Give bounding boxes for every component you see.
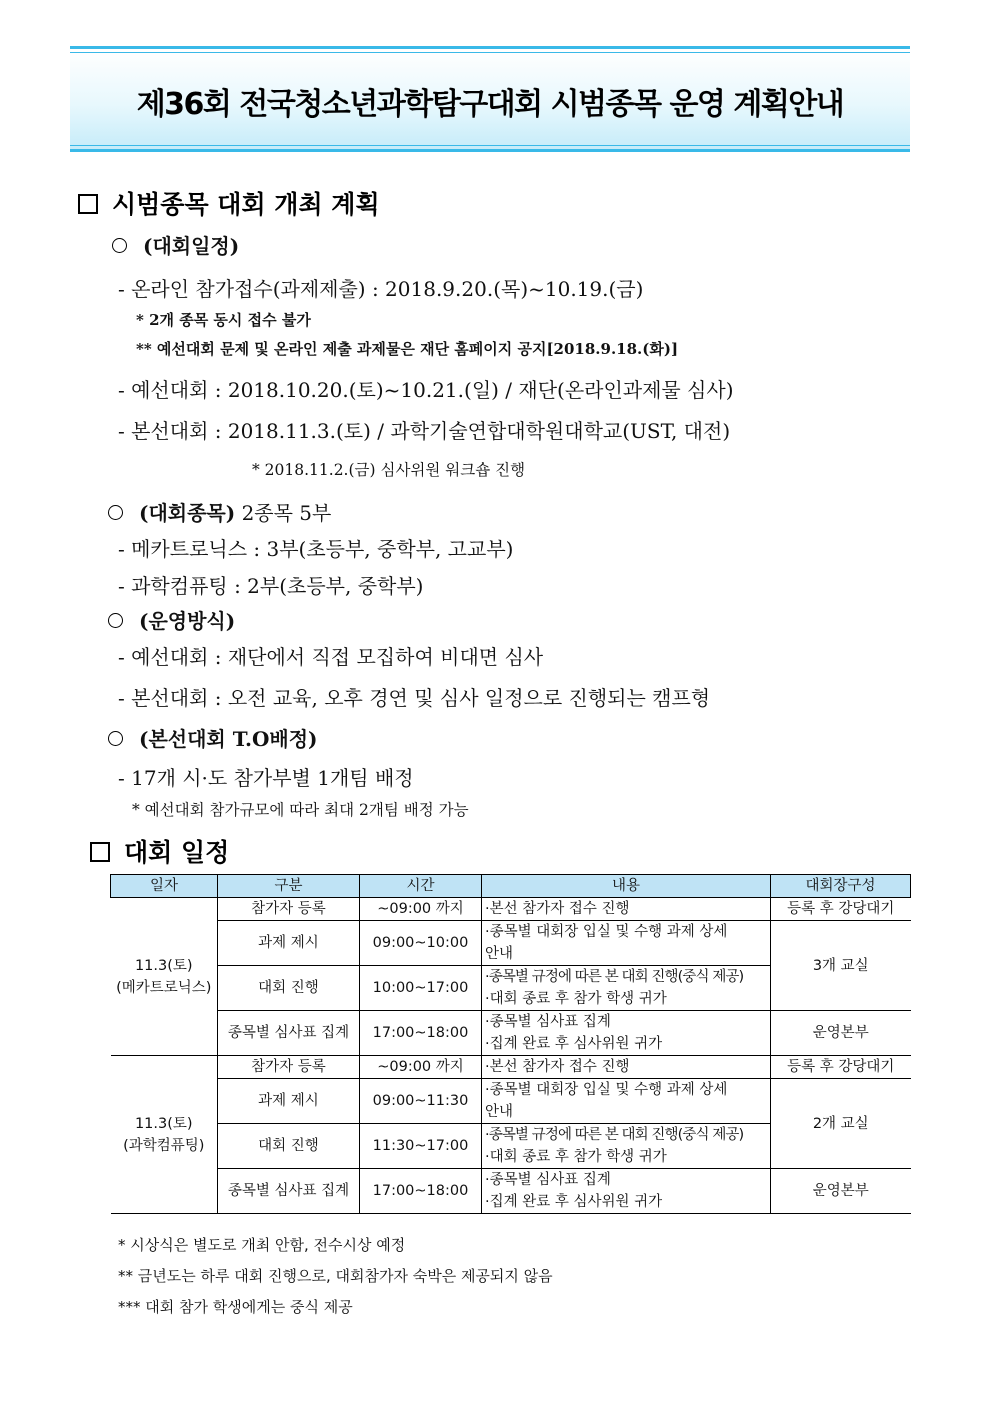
content-cell [482,1056,771,1079]
circle-bullet-icon [112,238,127,253]
time-cell: 09:00~10:00 [360,921,482,966]
note-prelim-notice: ** 예선대회 문제 및 온라인 제출 과제물은 재단 홈페이지 공지[2018.9.18.(화)] [136,340,679,358]
table-row [111,1056,911,1079]
online-entry-line: - 온라인 참가접수(과제제출) : 2018.9.20.(목)~10.19.(금) [118,277,644,301]
footnote-award: * 시상식은 별도로 개최 안함, 전수시상 예정 [118,1236,406,1254]
time-cell: 10:00~17:00 [360,966,482,1011]
checkbox-square-icon [78,194,98,214]
category-cell: 참가자 등록 [218,1056,360,1079]
table-row [111,1079,911,1124]
event-text: (과학컴퓨팅) [123,1137,205,1154]
to-line: - 17개 시·도 참가부별 1개팀 배정 [118,766,414,790]
to-subheading [108,723,318,752]
content-line: ·종목별 규정에 따른 본 대회 진행(중식 제공) [485,969,744,985]
header-venue: 대회장구성 [771,875,911,898]
section-heading-plan [78,185,380,221]
venue-cell: 2개 교실 [771,1079,911,1169]
category-cell: 대회 진행 [218,966,360,1011]
date-text: 11.3(토) [134,957,193,974]
events-summary: 2종목 5부 [241,501,332,525]
title-banner [70,46,910,152]
content-line: ·집계 완료 후 심사위원 귀가 [485,1194,663,1210]
venue-cell: 등록 후 강당대기 [771,898,911,921]
header-date: 일자 [111,875,218,898]
content-cell [482,1011,771,1056]
category-cell: 종목별 심사표 집계 [218,1011,360,1056]
section-heading-schedule [90,833,229,869]
category-cell: 과제 제시 [218,1079,360,1124]
time-cell: 09:00~11:30 [360,1079,482,1124]
table-header-row [111,875,911,898]
category-cell: 참가자 등록 [218,898,360,921]
header-content: 내용 [482,875,771,898]
note-workshop: * 2018.11.2.(금) 심사위원 워크숍 진행 [252,461,526,479]
table-row [111,921,911,966]
content-line: ·집계 완료 후 심사위원 귀가 [485,1036,663,1052]
category-cell: 대회 진행 [218,1124,360,1169]
mechatronics-line: - 메카트로닉스 : 3부(초등부, 중학부, 고교부) [118,537,514,561]
venue-cell: 운영본부 [771,1011,911,1056]
circle-bullet-icon [108,613,123,628]
footnote-lunch: *** 대회 참가 학생에게는 중식 제공 [118,1298,353,1316]
time-cell: ~09:00 까지 [360,1056,482,1079]
date-text: 11.3(토) [134,1115,193,1132]
header-category: 구분 [218,875,360,898]
prelim-line: - 예선대회 : 2018.10.20.(토)~10.21.(일) / 재단(온라인과제물 심사) [118,378,734,402]
section-heading-schedule-text: 대회 일정 [124,838,230,867]
method-prelim-line: - 예선대회 : 재단에서 직접 모집하여 비대면 심사 [118,645,544,669]
method-subheading-text: (운영방식) [139,609,236,633]
content-cell [482,898,771,921]
content-line: ·대회 종료 후 참가 학생 귀가 [485,991,667,1007]
schedule-subheading [112,230,239,259]
content-line: ·본선 참가자 접수 진행 [485,901,630,917]
to-note: * 예선대회 참가규모에 따라 최대 2개팀 배정 가능 [132,801,469,819]
content-line: ·대회 종료 후 참가 학생 귀가 [485,1149,667,1165]
method-subheading [108,605,235,634]
content-cell [482,1124,771,1169]
page-title: 제36회 전국청소년과학탐구대회 시범종목 운영 계획안내 [136,87,844,122]
computing-line: - 과학컴퓨팅 : 2부(초등부, 중학부) [118,574,424,598]
section-heading-plan-text: 시범종목 대회 개최 계획 [112,190,380,219]
event-text: (메카트로닉스) [116,979,212,996]
category-cell: 종목별 심사표 집계 [218,1169,360,1214]
events-subheading-text: (대회종목) [139,501,236,525]
method-final-line: - 본선대회 : 오전 교육, 오후 경연 및 심사 일정으로 진행되는 캠프형 [118,686,711,710]
time-cell: 17:00~18:00 [360,1011,482,1056]
content-cell [482,966,771,1011]
content-line: ·종목별 대회장 입실 및 수행 과제 상세 [485,1082,728,1098]
circle-bullet-icon [108,505,123,520]
venue-cell: 등록 후 강당대기 [771,1056,911,1079]
venue-cell: 3개 교실 [771,921,911,1011]
content-line: ·종목별 심사표 집계 [485,1172,611,1188]
content-line: 안내 [485,1104,514,1120]
venue-cell: 운영본부 [771,1169,911,1214]
content-line: ·종목별 심사표 집계 [485,1014,611,1030]
table-row [111,1169,911,1214]
events-subheading [108,497,331,526]
to-subheading-text: (본선대회 T.O배정) [139,727,318,751]
checkbox-square-icon [90,842,110,862]
circle-bullet-icon [108,731,123,746]
header-time: 시간 [360,875,482,898]
content-line: 안내 [485,946,514,962]
content-cell [482,1169,771,1214]
note-no-dual-entry: * 2개 종목 동시 접수 불가 [136,311,311,329]
time-cell: ~09:00 까지 [360,898,482,921]
footnote-lodging: ** 금년도는 하루 대회 진행으로, 대회참가자 숙박은 제공되지 않음 [118,1267,553,1285]
table-row [111,1011,911,1056]
schedule-table [110,874,911,1214]
content-cell [482,1079,771,1124]
date-cell [111,1056,218,1214]
date-cell [111,898,218,1056]
time-cell: 11:30~17:00 [360,1124,482,1169]
content-cell [482,921,771,966]
category-cell: 과제 제시 [218,921,360,966]
content-line: ·종목별 대회장 입실 및 수행 과제 상세 [485,924,728,940]
content-line: ·종목별 규정에 따른 본 대회 진행(중식 제공) [485,1127,744,1143]
final-line: - 본선대회 : 2018.11.3.(토) / 과학기술연합대학원대학교(UST, 대전) [118,419,731,443]
schedule-subheading-text: (대회일정) [143,234,240,258]
time-cell: 17:00~18:00 [360,1169,482,1214]
table-row [111,898,911,921]
content-line: ·본선 참가자 접수 진행 [485,1059,630,1075]
